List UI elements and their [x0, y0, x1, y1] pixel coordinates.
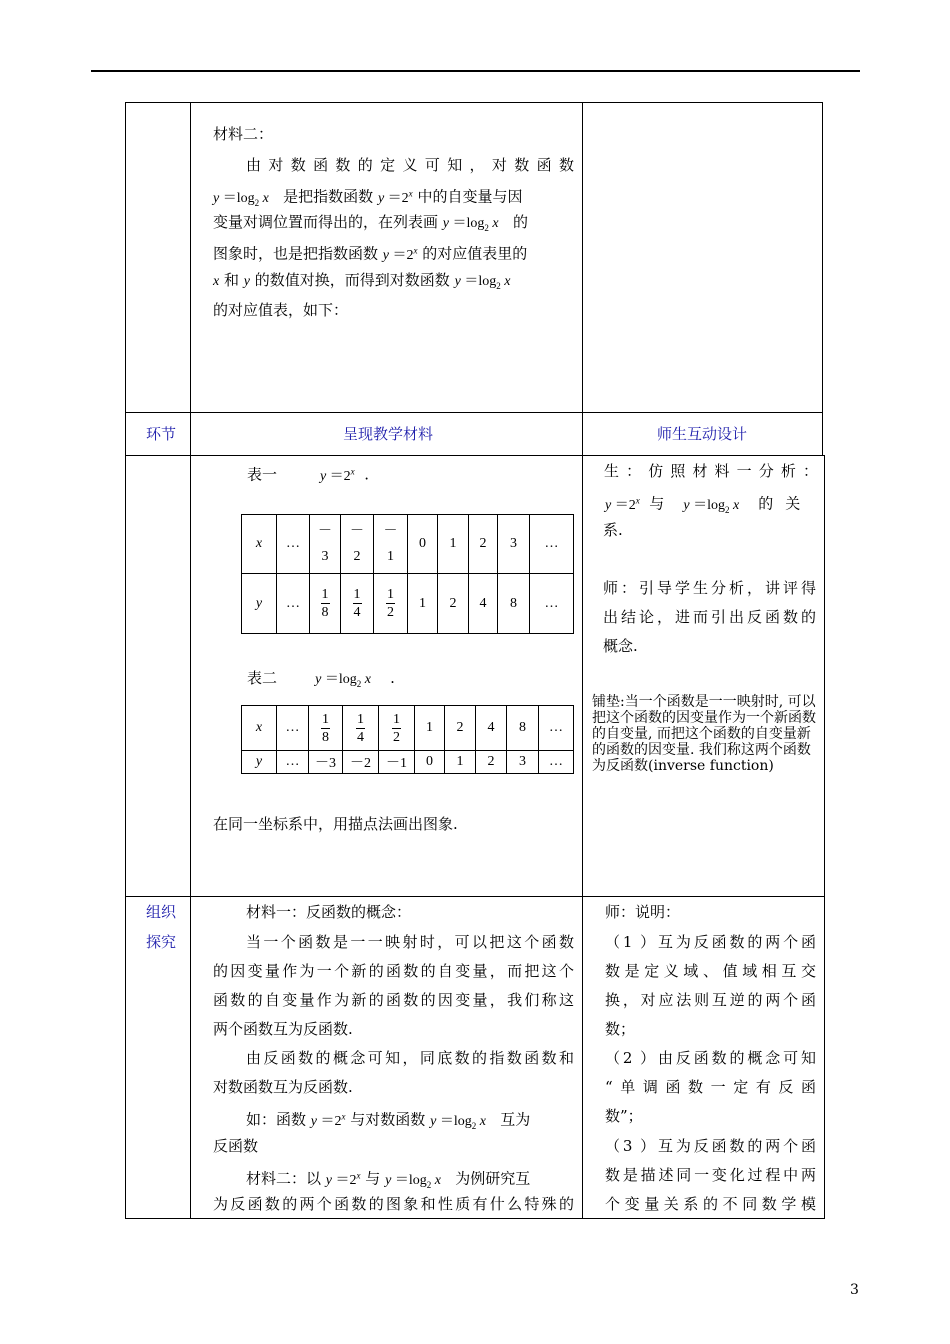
material-one-example: 如：函数 $y =2^x$ 与对数函数 $y =\log_2$ x 互为 [246, 1110, 531, 1131]
teacher-explain-line-2: （1 ）互为反函数的两个函 [605, 933, 816, 951]
material-one-line-4: 函数的自变量作为新的函数的因变量，我们称这 [213, 991, 574, 1009]
formula-exp: $y =2^x$ [319, 466, 355, 484]
formula-exp: $y =2^x$ [310, 1111, 346, 1129]
teacher-explain-line-6: （2 ）由反函数的概念可知 [605, 1049, 816, 1067]
header-interaction: 师生互动设计 [657, 425, 748, 443]
material-two-line-2: $y =\log_2$ x 是把指数函数 $y =2^x$ 中的自变量与因 [213, 187, 523, 208]
formula-exp: $y =2^x$ [377, 188, 413, 206]
stage-label-explore: 探究 [146, 933, 177, 951]
material-two-title: 材料二： [213, 125, 274, 143]
table-row: y … $\frac{1}{8}$ $\frac{1}{4}$ $\frac{1}{2}$ 1 2 4 8 … [242, 574, 574, 634]
table-row: y … －3 －2 －1 0 1 2 3 … [242, 751, 574, 774]
teacher-explain-title: 师：说明： [605, 903, 681, 921]
formula-log: $y =\log_2$ x [315, 672, 371, 689]
value-table-exp [241, 514, 574, 634]
table-border-col2 [582, 102, 583, 1219]
stage-label-organize: 组织 [146, 903, 177, 921]
teacher-explain-line-11: 个变量关系的不同数学模 [605, 1195, 816, 1213]
teacher-guidance-line-2: 出结论，进而引出反函数的 [603, 608, 816, 626]
table-one-label: 表一 $y =2^x$ . [247, 465, 369, 484]
formula-exp: $y =2^x$ [382, 245, 418, 263]
material-one-line-7: 对数函数互为反函数. [213, 1078, 353, 1096]
material-two-line-5: x 和 y 的数值对换，而得到对数函数 $y =\log_2$ x [213, 271, 511, 291]
teacher-guidance-line-3: 概念. [603, 637, 638, 655]
table-border-header-bottom [125, 455, 825, 456]
formula-log: $y =\log_2$ x [683, 497, 740, 515]
table-border-bottom [125, 1218, 825, 1219]
formula-log: $y =\log_2$ x [213, 190, 269, 208]
groundwork-note: 铺垫:当一个函数是一一映射时, 可以把这个函数的因变量作为一个新函数的自变量, 而把这个函数的自变量新的函数的因变量. 我们称这两个函数为反函数(inverse function) [592, 694, 816, 774]
table-border-header-top [125, 412, 823, 413]
material-two-line-4: 图象时，也是把指数函数 $y =2^x$ 的对应值表里的 [213, 244, 528, 263]
student-analysis-line-2: $y =2^x$ 与 $y =\log_2$ x 的关 [605, 494, 813, 515]
formula-exp: $y =2^x$ [605, 495, 640, 513]
formula-log: $y =\log_2$ x [385, 1172, 441, 1190]
teacher-explain-line-7: “单调函数一定有反函 [605, 1078, 816, 1096]
table-row: x … $\frac{1}{8}$ $\frac{1}{4}$ $\frac{1}{2}$ 1 2 4 8 … [242, 706, 574, 751]
header-stage: 环节 [146, 425, 177, 443]
formula-log: $y =\log_2$ x [454, 274, 511, 291]
table-row: x … － 3 － 2 － 1 0 1 2 3 … [242, 515, 574, 574]
teacher-explain-line-9: （3 ）互为反函数的两个函 [605, 1137, 816, 1155]
material-one-line-5: 两个函数互为反函数. [213, 1020, 353, 1038]
header-materials: 呈现教学材料 [343, 425, 434, 443]
table-border-left [125, 102, 126, 1219]
material-one-line-3: 的因变量作为一个新的函数的自变量，而把这个 [213, 962, 574, 980]
teacher-explain-line-4: 换，对应法则互逆的两个函 [605, 991, 816, 1009]
material-one-line-2: 当一个函数是一一映射时，可以把这个函数 [246, 933, 574, 951]
teacher-guidance-line-1: 师：引导学生分析，讲评得 [603, 579, 816, 597]
table-border-col1 [190, 102, 191, 1219]
formula-log: $y =\log_2$ x [430, 1113, 486, 1131]
material-one-title: 材料一：反函数的概念： [246, 903, 412, 921]
formula-log: $y =\log_2$ x [442, 216, 499, 233]
teacher-explain-line-3: 数是定义域、值域相互交 [605, 962, 816, 980]
table-border-top [125, 102, 823, 103]
value-table-log [241, 705, 574, 774]
teacher-explain-line-5: 数； [605, 1020, 636, 1038]
header-rule [91, 70, 860, 72]
page-number: 3 [850, 1282, 859, 1298]
student-analysis-line-1: 生：仿照材料一分析： [604, 462, 818, 480]
material-two-bottom-line-1: 材料二：以 $y =2^x$ 与 $y =\log_2$ x 为例研究互 [246, 1169, 531, 1190]
material-two-line-3: 变量对调位置而得出的，在列表画 $y =\log_2$ x 的 [213, 213, 528, 233]
table-two-label: 表二 $y =\log_2$ x . [247, 669, 395, 689]
formula-exp: $y =2^x$ [325, 1170, 361, 1188]
table-border-right-lower [824, 455, 825, 1219]
material-one-line-6: 由反函数的概念可知，同底数的指数函数和 [246, 1049, 574, 1067]
teacher-explain-line-10: 数是描述同一变化过程中两 [605, 1166, 816, 1184]
material-one-line-9: 反函数 [213, 1137, 259, 1155]
student-analysis-line-3: 系. [603, 521, 623, 539]
table-border-section-divider [125, 896, 825, 897]
material-two-bottom-line-2: 为反函数的两个函数的图象和性质有什么特殊的 [213, 1195, 574, 1213]
teacher-explain-line-8: 数”； [605, 1107, 643, 1125]
table-border-right [822, 102, 823, 455]
material-two-line-1: 由对数函数的定义可知，对数函数 [246, 156, 574, 174]
material-two-line-6: 的对应值表，如下： [213, 301, 349, 319]
draw-graph-note: 在同一坐标系中，用描点法画出图象. [213, 815, 458, 833]
